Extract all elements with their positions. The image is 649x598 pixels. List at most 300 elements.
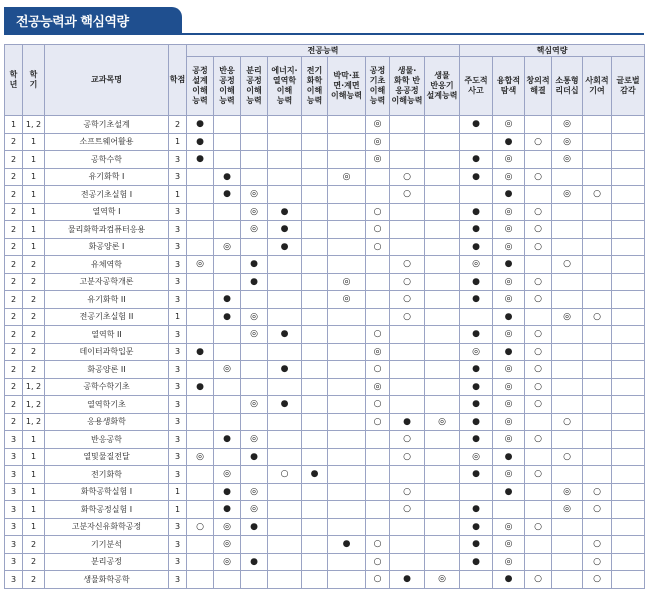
cell-core-mark: ◎ — [493, 203, 525, 221]
cell-major-mark: ◎ — [214, 466, 241, 484]
cell-credit: 3 — [169, 151, 187, 169]
table-row — [5, 168, 645, 186]
header-core-competency: 사회적 기여 — [583, 57, 612, 116]
cell-major-mark — [302, 378, 328, 396]
cell-year: 3 — [5, 466, 23, 484]
cell-major-mark — [268, 536, 302, 554]
cell-major-mark — [425, 168, 460, 186]
cell-major-mark — [268, 378, 302, 396]
cell-core-mark: ● — [493, 133, 525, 151]
cell-major-mark: ◎ — [241, 431, 268, 449]
cell-semester: 2 — [23, 326, 45, 344]
cell-core-mark — [525, 308, 552, 326]
cell-major-mark: ◎ — [328, 273, 366, 291]
cell-major-mark: ○ — [366, 396, 390, 414]
cell-core-mark: ● — [460, 378, 493, 396]
cell-semester: 2 — [23, 291, 45, 309]
cell-core-mark: ○ — [525, 571, 552, 589]
header-semester: 학 기 — [23, 45, 45, 116]
cell-core-mark: ◎ — [493, 273, 525, 291]
cell-core-mark — [612, 326, 645, 344]
header-major-competency: 분리 공정 이해 능력 — [241, 57, 268, 116]
cell-core-mark: ◎ — [552, 151, 583, 169]
cell-major-mark — [302, 326, 328, 344]
cell-core-mark — [612, 361, 645, 379]
cell-major-mark — [425, 553, 460, 571]
cell-major-mark — [302, 518, 328, 536]
table-row — [5, 343, 645, 361]
cell-major-mark — [425, 536, 460, 554]
cell-core-mark — [525, 256, 552, 274]
cell-major-mark — [241, 413, 268, 431]
cell-major-mark: ○ — [390, 291, 425, 309]
cell-major-mark — [241, 466, 268, 484]
cell-major-mark — [187, 553, 214, 571]
cell-core-mark — [552, 518, 583, 536]
header-major-group: 전공능력 — [187, 45, 460, 57]
cell-major-mark — [214, 396, 241, 414]
cell-year: 2 — [5, 221, 23, 239]
cell-year: 3 — [5, 571, 23, 589]
table-row — [5, 291, 645, 309]
cell-major-mark — [187, 308, 214, 326]
cell-core-mark — [612, 291, 645, 309]
cell-core-mark — [552, 536, 583, 554]
cell-course-name: 화공양론 II — [45, 361, 169, 379]
cell-major-mark — [241, 536, 268, 554]
cell-semester: 1 — [23, 466, 45, 484]
cell-major-mark: ○ — [366, 536, 390, 554]
cell-core-mark — [612, 308, 645, 326]
table-row — [5, 116, 645, 134]
cell-major-mark — [328, 413, 366, 431]
cell-core-mark — [612, 396, 645, 414]
header-core-competency: 글로벌 감각 — [612, 57, 645, 116]
cell-major-mark — [366, 483, 390, 501]
header-credit: 학점 — [169, 45, 187, 116]
cell-major-mark — [390, 151, 425, 169]
cell-core-mark — [552, 361, 583, 379]
cell-major-mark — [366, 273, 390, 291]
cell-core-mark: ○ — [525, 238, 552, 256]
table-row — [5, 133, 645, 151]
cell-major-mark: ● — [214, 168, 241, 186]
cell-year: 3 — [5, 431, 23, 449]
cell-core-mark — [612, 448, 645, 466]
cell-major-mark — [390, 343, 425, 361]
cell-major-mark: ● — [187, 151, 214, 169]
cell-major-mark: ◎ — [366, 151, 390, 169]
cell-major-mark — [328, 571, 366, 589]
cell-major-mark — [328, 361, 366, 379]
cell-core-mark: ○ — [583, 308, 612, 326]
cell-major-mark — [328, 221, 366, 239]
cell-core-mark: ◎ — [493, 168, 525, 186]
cell-major-mark — [328, 501, 366, 519]
cell-core-mark — [612, 186, 645, 204]
cell-core-mark — [583, 116, 612, 134]
cell-core-mark: ○ — [525, 396, 552, 414]
cell-core-mark: ● — [460, 291, 493, 309]
cell-major-mark: ○ — [390, 431, 425, 449]
cell-core-mark — [583, 203, 612, 221]
cell-major-mark: ● — [268, 396, 302, 414]
table-row — [5, 186, 645, 204]
cell-year: 1 — [5, 116, 23, 134]
cell-credit: 3 — [169, 291, 187, 309]
cell-major-mark — [214, 326, 241, 344]
cell-major-mark: ● — [268, 221, 302, 239]
cell-major-mark: ● — [214, 501, 241, 519]
cell-major-mark — [302, 448, 328, 466]
cell-core-mark — [583, 518, 612, 536]
cell-major-mark — [425, 326, 460, 344]
cell-course-name: 공학기초설계 — [45, 116, 169, 134]
cell-credit: 3 — [169, 203, 187, 221]
cell-major-mark — [390, 378, 425, 396]
cell-course-name: 데이터과학입문 — [45, 343, 169, 361]
cell-year: 2 — [5, 343, 23, 361]
cell-core-mark: ○ — [525, 203, 552, 221]
cell-major-mark — [241, 361, 268, 379]
cell-major-mark — [328, 431, 366, 449]
cell-core-mark — [612, 238, 645, 256]
cell-core-mark: ○ — [552, 413, 583, 431]
cell-major-mark — [214, 116, 241, 134]
cell-core-mark — [583, 396, 612, 414]
cell-major-mark: ● — [241, 273, 268, 291]
cell-credit: 3 — [169, 448, 187, 466]
table-row — [5, 448, 645, 466]
cell-major-mark — [187, 396, 214, 414]
cell-core-mark — [583, 256, 612, 274]
header-core-group: 핵심역량 — [460, 45, 645, 57]
cell-credit: 3 — [169, 361, 187, 379]
cell-major-mark — [268, 168, 302, 186]
cell-major-mark — [328, 186, 366, 204]
header-major-competency: 반응 공정 이해 능력 — [214, 57, 241, 116]
cell-major-mark — [268, 553, 302, 571]
table-body — [5, 116, 645, 589]
cell-core-mark — [583, 238, 612, 256]
cell-core-mark: ● — [460, 326, 493, 344]
cell-core-mark: ● — [460, 168, 493, 186]
cell-core-mark — [583, 361, 612, 379]
cell-semester: 1 — [23, 133, 45, 151]
cell-core-mark: ○ — [525, 378, 552, 396]
cell-major-mark — [425, 343, 460, 361]
cell-credit: 1 — [169, 186, 187, 204]
cell-major-mark — [390, 203, 425, 221]
cell-major-mark — [366, 448, 390, 466]
cell-credit: 3 — [169, 518, 187, 536]
cell-credit: 1 — [169, 133, 187, 151]
table-row — [5, 273, 645, 291]
cell-core-mark: ○ — [552, 448, 583, 466]
cell-major-mark — [328, 151, 366, 169]
cell-major-mark — [187, 466, 214, 484]
cell-core-mark: ● — [460, 238, 493, 256]
cell-core-mark: ◎ — [460, 448, 493, 466]
cell-major-mark — [390, 361, 425, 379]
cell-credit: 1 — [169, 501, 187, 519]
cell-course-name: 물리화학과컴퓨터응용 — [45, 221, 169, 239]
cell-core-mark: ● — [460, 518, 493, 536]
cell-core-mark: ○ — [525, 466, 552, 484]
cell-major-mark: ◎ — [241, 326, 268, 344]
cell-major-mark: ○ — [390, 186, 425, 204]
cell-core-mark — [525, 483, 552, 501]
cell-credit: 3 — [169, 273, 187, 291]
cell-core-mark — [612, 116, 645, 134]
cell-course-name: 고분자신유화학공정 — [45, 518, 169, 536]
cell-core-mark: ○ — [525, 133, 552, 151]
cell-course-name: 열역학 II — [45, 326, 169, 344]
cell-course-name: 공학수학기초 — [45, 378, 169, 396]
cell-major-mark: ◎ — [425, 571, 460, 589]
cell-major-mark: ◎ — [187, 448, 214, 466]
header-core-competency: 융합적 탐색 — [493, 57, 525, 116]
cell-core-mark: ● — [460, 116, 493, 134]
cell-major-mark — [328, 326, 366, 344]
cell-major-mark — [302, 291, 328, 309]
cell-major-mark — [268, 273, 302, 291]
cell-core-mark: ○ — [583, 553, 612, 571]
cell-semester: 1, 2 — [23, 378, 45, 396]
cell-major-mark: ○ — [366, 221, 390, 239]
cell-major-mark — [268, 151, 302, 169]
cell-major-mark — [390, 221, 425, 239]
cell-core-mark — [612, 536, 645, 554]
cell-major-mark — [241, 116, 268, 134]
cell-major-mark — [425, 291, 460, 309]
cell-major-mark — [328, 203, 366, 221]
cell-major-mark — [390, 133, 425, 151]
cell-core-mark: ● — [460, 413, 493, 431]
cell-semester: 2 — [23, 553, 45, 571]
cell-semester: 1 — [23, 168, 45, 186]
cell-year: 2 — [5, 151, 23, 169]
cell-major-mark: ● — [187, 116, 214, 134]
cell-semester: 2 — [23, 361, 45, 379]
cell-credit: 3 — [169, 553, 187, 571]
cell-year: 2 — [5, 396, 23, 414]
cell-major-mark: ● — [241, 553, 268, 571]
cell-semester: 1, 2 — [23, 396, 45, 414]
cell-core-mark — [583, 291, 612, 309]
cell-major-mark — [302, 151, 328, 169]
cell-major-mark — [425, 151, 460, 169]
cell-core-mark — [552, 221, 583, 239]
cell-core-mark — [612, 273, 645, 291]
header-major-competency: 박막·표 면·계면 이해능력 — [328, 57, 366, 116]
cell-major-mark — [425, 116, 460, 134]
cell-course-name: 소프트웨어활용 — [45, 133, 169, 151]
cell-core-mark — [460, 133, 493, 151]
cell-core-mark: ● — [460, 466, 493, 484]
cell-major-mark: ○ — [390, 483, 425, 501]
cell-major-mark: ● — [268, 326, 302, 344]
cell-semester: 1 — [23, 518, 45, 536]
table-row — [5, 203, 645, 221]
cell-credit: 3 — [169, 378, 187, 396]
cell-core-mark: ◎ — [493, 326, 525, 344]
cell-major-mark: ◎ — [214, 361, 241, 379]
cell-core-mark: ● — [460, 501, 493, 519]
cell-semester: 1 — [23, 431, 45, 449]
table-row — [5, 553, 645, 571]
cell-major-mark — [425, 203, 460, 221]
header-major-competency: 생물· 화학 반 응공정 이해능력 — [390, 57, 425, 116]
cell-core-mark — [460, 186, 493, 204]
cell-major-mark — [302, 361, 328, 379]
cell-major-mark — [214, 203, 241, 221]
cell-major-mark — [390, 518, 425, 536]
cell-core-mark: ● — [460, 553, 493, 571]
cell-core-mark: ○ — [525, 273, 552, 291]
cell-course-name: 유기화학 II — [45, 291, 169, 309]
cell-major-mark — [366, 256, 390, 274]
cell-core-mark — [612, 483, 645, 501]
cell-major-mark — [366, 518, 390, 536]
cell-core-mark: ● — [493, 186, 525, 204]
table-row — [5, 326, 645, 344]
cell-credit: 3 — [169, 168, 187, 186]
cell-core-mark — [612, 571, 645, 589]
cell-major-mark — [425, 466, 460, 484]
cell-semester: 1, 2 — [23, 116, 45, 134]
cell-major-mark — [302, 553, 328, 571]
cell-core-mark — [525, 116, 552, 134]
cell-credit: 1 — [169, 483, 187, 501]
cell-major-mark — [302, 256, 328, 274]
cell-year: 2 — [5, 238, 23, 256]
cell-year: 2 — [5, 273, 23, 291]
cell-major-mark: ◎ — [241, 501, 268, 519]
cell-core-mark — [552, 326, 583, 344]
cell-core-mark — [525, 448, 552, 466]
cell-semester: 2 — [23, 571, 45, 589]
cell-major-mark — [187, 413, 214, 431]
cell-major-mark — [425, 273, 460, 291]
cell-major-mark: ● — [214, 291, 241, 309]
cell-core-mark: ○ — [583, 483, 612, 501]
cell-core-mark — [583, 133, 612, 151]
cell-core-mark — [612, 168, 645, 186]
cell-major-mark — [302, 186, 328, 204]
cell-major-mark — [425, 238, 460, 256]
cell-credit: 3 — [169, 431, 187, 449]
cell-major-mark — [241, 133, 268, 151]
cell-core-mark: ◎ — [493, 518, 525, 536]
cell-major-mark — [268, 256, 302, 274]
cell-core-mark: ◎ — [460, 256, 493, 274]
cell-major-mark — [328, 448, 366, 466]
cell-major-mark — [302, 536, 328, 554]
cell-major-mark — [187, 273, 214, 291]
cell-major-mark: ○ — [390, 273, 425, 291]
table-row — [5, 466, 645, 484]
cell-core-mark: ◎ — [493, 431, 525, 449]
cell-core-mark: ● — [460, 431, 493, 449]
cell-major-mark: ○ — [366, 413, 390, 431]
cell-core-mark — [612, 256, 645, 274]
cell-major-mark — [241, 238, 268, 256]
cell-core-mark: ● — [460, 221, 493, 239]
cell-major-mark — [214, 378, 241, 396]
cell-major-mark: ● — [268, 203, 302, 221]
cell-core-mark — [552, 466, 583, 484]
cell-core-mark: ● — [493, 571, 525, 589]
cell-core-mark — [525, 186, 552, 204]
cell-major-mark: ● — [214, 186, 241, 204]
cell-core-mark: ○ — [583, 536, 612, 554]
cell-semester: 2 — [23, 536, 45, 554]
cell-major-mark — [328, 308, 366, 326]
cell-core-mark — [612, 133, 645, 151]
title-divider — [4, 33, 644, 35]
cell-core-mark — [552, 238, 583, 256]
cell-core-mark: ○ — [525, 343, 552, 361]
cell-core-mark: ● — [493, 483, 525, 501]
cell-credit: 3 — [169, 571, 187, 589]
cell-course-name: 화공양론 I — [45, 238, 169, 256]
cell-major-mark — [328, 518, 366, 536]
cell-major-mark — [425, 378, 460, 396]
cell-major-mark — [425, 431, 460, 449]
cell-year: 2 — [5, 378, 23, 396]
cell-major-mark — [302, 221, 328, 239]
cell-major-mark — [214, 273, 241, 291]
cell-major-mark — [187, 483, 214, 501]
cell-major-mark — [214, 571, 241, 589]
cell-year: 3 — [5, 518, 23, 536]
cell-major-mark: ◎ — [187, 256, 214, 274]
table-row — [5, 308, 645, 326]
cell-major-mark — [187, 501, 214, 519]
cell-major-mark: ◎ — [241, 483, 268, 501]
cell-core-mark: ◎ — [493, 553, 525, 571]
cell-credit: 3 — [169, 466, 187, 484]
cell-core-mark — [552, 431, 583, 449]
table-row — [5, 238, 645, 256]
cell-major-mark — [214, 343, 241, 361]
cell-core-mark — [612, 203, 645, 221]
cell-major-mark — [302, 413, 328, 431]
cell-core-mark: ◎ — [493, 151, 525, 169]
cell-major-mark — [241, 151, 268, 169]
cell-course-name: 반응공학 — [45, 431, 169, 449]
cell-core-mark — [552, 291, 583, 309]
cell-core-mark: ● — [493, 308, 525, 326]
cell-major-mark — [425, 133, 460, 151]
cell-major-mark: ◎ — [214, 238, 241, 256]
cell-year: 2 — [5, 413, 23, 431]
cell-major-mark — [214, 151, 241, 169]
cell-core-mark — [583, 221, 612, 239]
cell-core-mark: ○ — [525, 361, 552, 379]
cell-major-mark: ● — [328, 536, 366, 554]
cell-year: 2 — [5, 361, 23, 379]
cell-major-mark: ● — [187, 133, 214, 151]
cell-course-name: 전기화학 — [45, 466, 169, 484]
cell-major-mark — [425, 308, 460, 326]
table-row — [5, 151, 645, 169]
cell-major-mark: ◎ — [366, 133, 390, 151]
cell-core-mark — [460, 308, 493, 326]
cell-major-mark — [268, 518, 302, 536]
cell-major-mark — [328, 116, 366, 134]
